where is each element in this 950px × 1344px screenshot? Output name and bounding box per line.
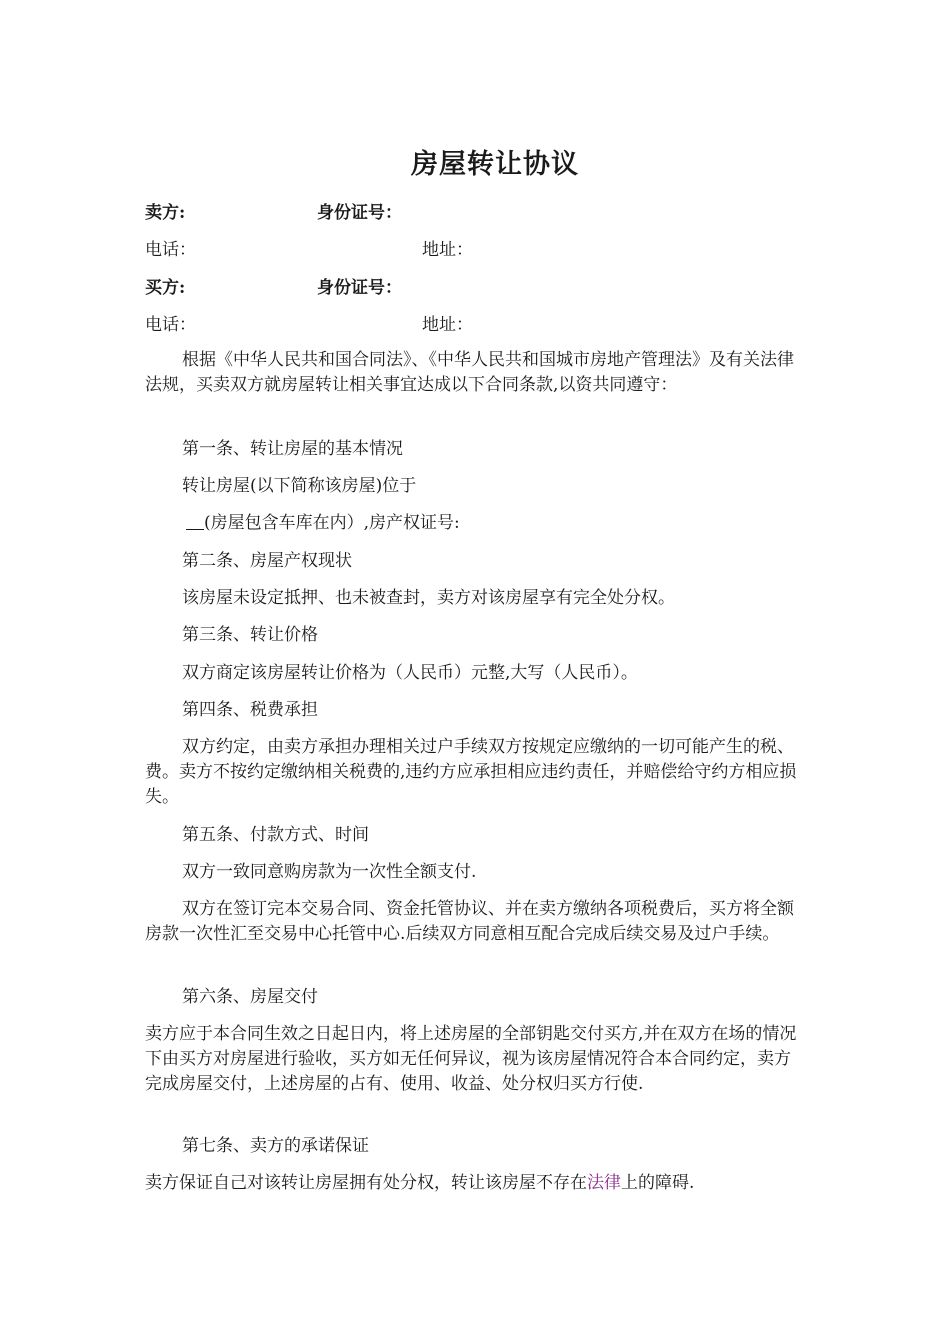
seller-address-label: 地址： <box>422 240 473 260</box>
article-3-title: 第三条、转让价格 <box>182 625 318 645</box>
article-1-certificate-text: (房屋包含车库在内）,房产权证号: <box>204 513 460 533</box>
article-1-title: 第一条、转让房屋的基本情况 <box>182 439 403 459</box>
article-3-body: 双方商定该房屋转让价格为（人民币）元整,大写（人民币）。 <box>182 663 638 683</box>
article-2-title: 第二条、房屋产权现状 <box>182 551 352 571</box>
law-link[interactable]: 法律 <box>587 1173 621 1193</box>
buyer-address-label: 地址： <box>422 315 473 335</box>
article-6-title: 第六条、房屋交付 <box>182 987 318 1007</box>
buyer-phone-label: 电话： <box>145 315 196 335</box>
article-6-body: 卖方应于本合同生效之日起日内，将上述房屋的全部钥匙交付买方,并在双方在场的情况下由买方对房屋进行验收，买方如无任何异议，视为该房屋情况符合本合同约定，卖方完成房屋交付，上述房屋的占有、使用、收益、处分权归买方行使. <box>145 1024 797 1094</box>
article-7-body <box>145 1171 694 1195</box>
article-5-title: 第五条、付款方式、时间 <box>182 825 369 845</box>
buyer-label: 买方: <box>145 278 186 298</box>
article-1-certificate-line <box>186 511 460 535</box>
blank-underline <box>186 511 204 530</box>
article-5-line1: 双方一致同意购房款为一次性全额支付. <box>182 862 477 882</box>
intro-paragraph: 根据《中华人民共和国合同法》、《中华人民共和国城市房地产管理法》及有关法律法规，买卖双方就房屋转让相关事宜达成以下合同条款,以资共同遵守： <box>145 350 794 395</box>
seller-id-label: 身份证号： <box>317 203 402 223</box>
article-2-body: 该房屋未设定抵押、也未被查封，卖方对该房屋享有完全处分权。 <box>182 588 675 608</box>
article-7-text-post: 上的障碍. <box>621 1173 695 1193</box>
seller-phone-label: 电话： <box>145 240 196 260</box>
document-title: 房屋转让协议 <box>411 149 579 180</box>
seller-label: 卖方: <box>145 203 186 223</box>
article-4-title: 第四条、税费承担 <box>182 700 318 720</box>
article-7-title: 第七条、卖方的承诺保证 <box>182 1136 369 1156</box>
article-7-text-pre: 卖方保证自己对该转让房屋拥有处分权，转让该房屋不存在 <box>145 1173 587 1193</box>
article-4-body: 双方约定，由卖方承担办理相关过户手续双方按规定应缴纳的一切可能产生的税、费。卖方不按约定缴纳相关税费的,违约方应承担相应违约责任，并赔偿给守约方相应损失。 <box>145 737 797 807</box>
article-5-body: 双方在签订完本交易合同、资金托管协议、并在卖方缴纳各项税费后，买方将全额房款一次性汇至交易中心托管中心.后续双方同意相互配合完成后续交易及过户手续。 <box>145 899 794 944</box>
article-1-location-line: 转让房屋(以下简称该房屋)位于 <box>182 476 417 496</box>
buyer-id-label: 身份证号： <box>317 278 402 298</box>
